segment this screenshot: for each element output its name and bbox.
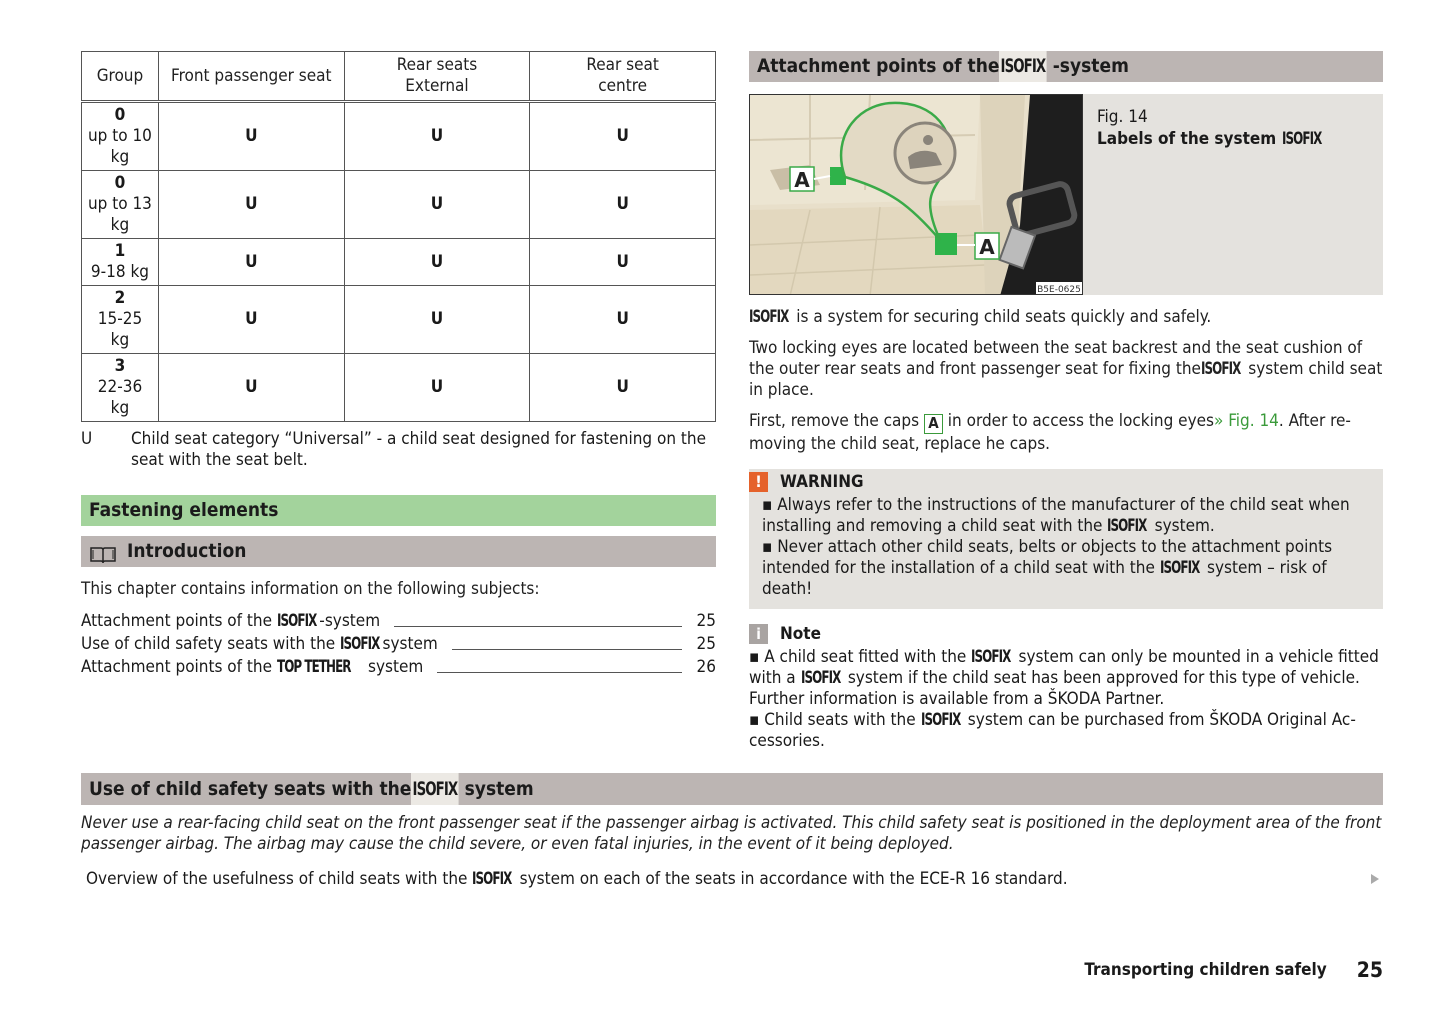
overview-text: Overview of the usefulness of child seats with the ISOFIX system on each of the seats in accordance with the ECE-R 16 standard. [86, 869, 1068, 889]
table-row [82, 102, 716, 171]
rear-centre-cell: U [530, 286, 716, 354]
toc-entry[interactable]: Attachment points of the TOP TETHER system 26 [81, 657, 716, 677]
front-cell: U [158, 239, 344, 286]
locking-eyes-paragraph: Two locking eyes are located between the seat backrest and the seat cushion of the outer rear seats and front passenger seat for fixing theISOFIX system child seat in place. [749, 338, 1383, 400]
table-row [82, 286, 716, 354]
rear-external-cell: U [344, 239, 530, 286]
isofix-logo: ISOFIX [472, 869, 512, 889]
header-rear-centre: Rear seat centre [530, 52, 716, 102]
isofix-logo: ISOFIX [920, 710, 960, 730]
rear-centre-cell: U [530, 354, 716, 422]
group-cell: 1 9-18 kg [82, 239, 159, 286]
page-footer [1084, 958, 1383, 982]
section-heading-attachment-points: Attachment points of the ISOFIX -system [749, 51, 1383, 82]
front-cell: U [158, 354, 344, 422]
isofix-logo: ISOFIX [800, 668, 840, 688]
front-cell: U [158, 102, 344, 171]
warning-icon: ! [749, 472, 768, 492]
isofix-seat-illustration [749, 94, 1083, 295]
header-group: Group [82, 52, 159, 102]
rear-external-cell: U [344, 171, 530, 239]
rear-external-cell: U [344, 102, 530, 171]
table-of-contents [81, 610, 716, 679]
svg-text:A: A [979, 235, 995, 259]
info-icon: i [749, 624, 768, 644]
warning-item: ▪ Never attach other child seats, belts or objects to the attachment points intended for the installation of a child seat with the ISOFIX system – risk of death! [762, 537, 1333, 599]
remove-caps-paragraph: First, remove the caps A in order to access the locking eyes» Fig. 14. After removing the child seat, replace he caps. [749, 411, 1351, 454]
figure-caption [1083, 94, 1338, 295]
svg-text:B5E-0625: B5E-0625 [1037, 285, 1081, 295]
continue-arrow-icon [1371, 874, 1379, 884]
front-cell: U [158, 286, 344, 354]
warning-box [749, 469, 1383, 609]
footnote-key: U [81, 429, 93, 449]
isofix-logo: ISOFIX [971, 647, 1011, 667]
figure-14 [749, 94, 1383, 295]
group-cell: 0 up to 13 kg [82, 171, 159, 239]
isofix-logo: ISOFIX [411, 773, 459, 805]
group-cell: 3 22-36 kg [82, 354, 159, 422]
warning-item: ▪ Always refer to the instructions of the manufacturer of the child seat when installing and removing a child seat with the ISOFIX system. [762, 495, 1350, 536]
note-item: ▪ Child seats with the ISOFIX system can be purchased from ŠKODA Original Accessories. [749, 710, 1356, 751]
page-number: 25 [1356, 958, 1383, 982]
header-rear-external: Rear seats External [344, 52, 530, 102]
section-heading-use-of-child-seats: Use of child safety seats with the ISOFIX system [81, 773, 1383, 805]
rear-external-cell: U [344, 354, 530, 422]
rear-centre-cell: U [530, 239, 716, 286]
toc-leader [394, 626, 682, 627]
toc-leader [452, 649, 682, 650]
figure-label: Labels of the system ISOFIX [1097, 129, 1321, 149]
table-row [82, 239, 716, 286]
note-item: ▪ A child seat fitted with the ISOFIX system can only be mounted in a vehicle fitted with a ISOFIX system if the child seat has been approved for this type of vehicle. Further information is available from a ŠKODA Partner. [749, 647, 1379, 709]
isofix-logo: ISOFIX [999, 51, 1047, 82]
isofix-logo: ISOFIX [1281, 129, 1321, 149]
rear-centre-cell: U [530, 171, 716, 239]
isofix-logo: ISOFIX [749, 307, 789, 327]
callout-ref-a: A [924, 414, 943, 434]
table-row [82, 354, 716, 422]
warning-title: WARNING [780, 472, 864, 492]
isofix-logo: ISOFIX [276, 611, 317, 631]
group-cell: 0 up to 10 kg [82, 102, 159, 171]
table-row [82, 171, 716, 239]
right-column [749, 51, 1383, 752]
toc-entry[interactable]: Attachment points of the ISOFIX -system 25 [81, 611, 716, 631]
toc-page-number: 26 [696, 657, 716, 677]
toc-leader [437, 672, 682, 673]
group-cell: 2 15-25 kg [82, 286, 159, 354]
toc-entry[interactable]: Use of child safety seats with the ISOFIX system 25 [81, 634, 716, 654]
intro-text: This chapter contains information on the following subjects: [81, 579, 540, 599]
header-front-passenger: Front passenger seat [158, 52, 344, 102]
figure-number: Fig. 14 [1097, 107, 1148, 127]
table-footnote [81, 429, 716, 471]
left-column [81, 51, 716, 679]
book-icon [89, 543, 117, 561]
use-of-child-seats-section [81, 773, 1383, 890]
figure-14-link[interactable]: » Fig. 14 [1214, 411, 1279, 431]
rear-centre-cell: U [530, 102, 716, 171]
front-cell: U [158, 171, 344, 239]
isofix-description: ISOFIX is a system for securing child seats quickly and safely. [749, 307, 1212, 327]
subsection-heading-introduction [81, 536, 716, 567]
toc-page-number: 25 [696, 611, 716, 631]
top-tether-logo: TOP TETHER [276, 657, 351, 677]
airbag-warning-text: Never use a rear-facing child seat on the front passenger seat if the passenger airbag is activated. This child safety seat is positioned in the deployment area of the front passenger airbag. The airbag may cause the child severe, or even fatal injuries, in the event of it being deployed. [81, 813, 1382, 854]
isofix-logo: ISOFIX [1159, 558, 1200, 578]
toc-page-number: 25 [696, 634, 716, 654]
footnote-text: Child seat category “Universal” - a child seat designed for fastening on the seat with the seat belt. [131, 429, 706, 470]
isofix-logo: ISOFIX [1200, 359, 1241, 379]
table-header-row [82, 52, 716, 102]
rear-external-cell: U [344, 286, 530, 354]
introduction-title: Introduction [127, 540, 247, 562]
isofix-logo: ISOFIX [1107, 516, 1147, 536]
note-box [749, 623, 1383, 752]
footer-section-title: Transporting children safely [1084, 960, 1327, 980]
isofix-logo: ISOFIX [340, 634, 380, 654]
note-title: Note [780, 624, 821, 644]
section-heading-fastening-elements: Fastening elements [81, 495, 716, 526]
svg-text:A: A [794, 168, 810, 192]
child-seat-category-table [81, 51, 716, 422]
